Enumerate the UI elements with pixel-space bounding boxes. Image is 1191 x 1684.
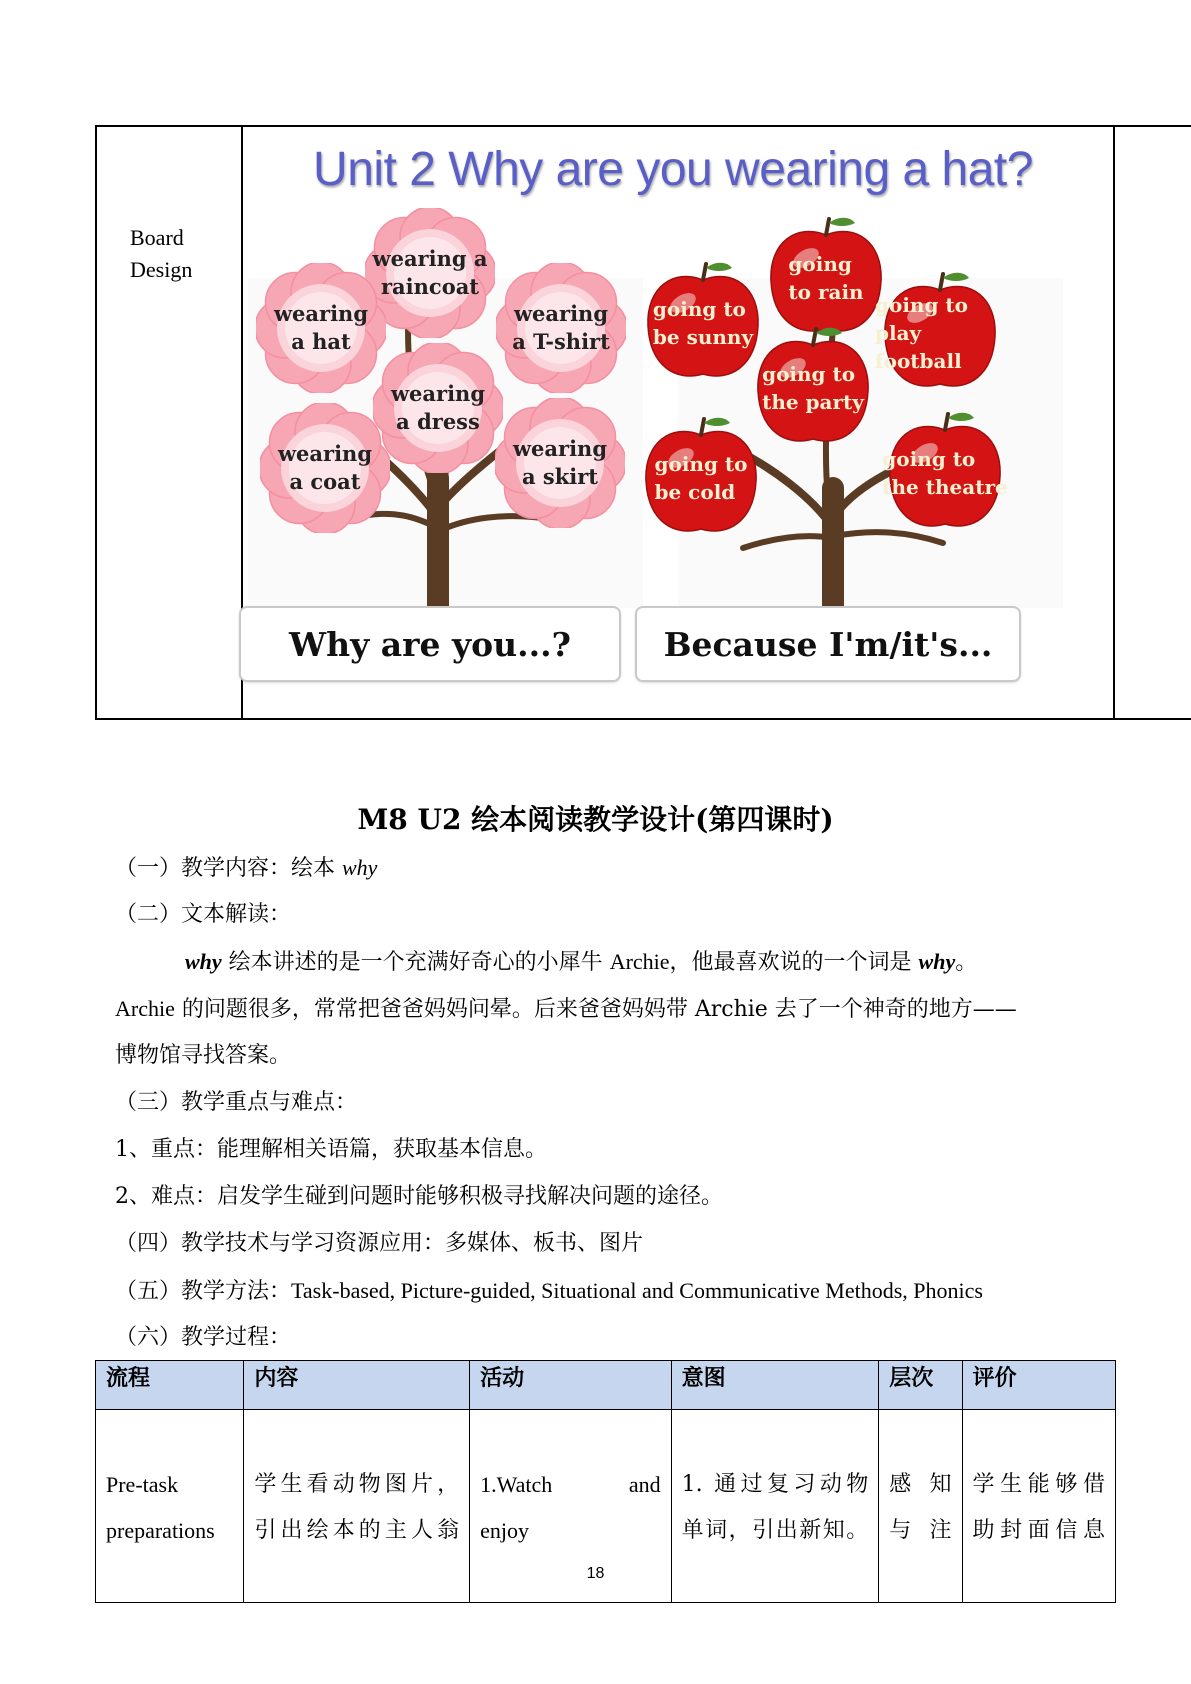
content-line2: 引出绘本的主人翁 <box>254 1518 460 1543</box>
header-content: 内容 <box>244 1361 470 1410</box>
flower-label-line1: wearing a <box>372 246 488 271</box>
question-pattern-box <box>239 606 621 682</box>
interpretation-line-3: 博物馆寻找答案。 <box>115 1043 292 1068</box>
section-5-prefix: （五）教学方法： <box>115 1279 292 1304</box>
apple-label-line1: going to <box>762 362 856 386</box>
flower-label-line1: wearing <box>277 441 373 466</box>
flower-item <box>496 263 626 393</box>
header-level: 层次 <box>879 1361 962 1410</box>
board-label-line2: Design <box>130 257 193 282</box>
board-label-line1: Board <box>130 225 184 250</box>
text-b: ，他最喜欢说的一个词是 <box>669 950 919 975</box>
activity-word1: 1.Watch <box>480 1472 553 1497</box>
flower-item <box>260 403 390 533</box>
level-line1: 感 知 <box>889 1472 952 1497</box>
apple-label <box>748 323 878 453</box>
flower-label <box>495 398 625 528</box>
flower-label <box>256 263 386 393</box>
text-c: 。 <box>955 950 978 975</box>
apple-item <box>880 408 1010 538</box>
apple-item <box>875 268 1005 398</box>
apple-label-line1: going to <box>882 447 976 471</box>
section-4-content: （四）教学技术与学习资源应用：多媒体、板书、图片 <box>115 1231 644 1256</box>
apple-item <box>636 413 766 543</box>
flower-label-line1: wearing <box>513 301 609 326</box>
character-name-2: Archie <box>115 996 175 1021</box>
flower-label-line2: a coat <box>289 469 361 494</box>
flower-label <box>260 403 390 533</box>
flower-item <box>373 343 503 473</box>
activity-line1 <box>480 1462 661 1508</box>
intent-line2: 单词，引出新知。 <box>681 1518 869 1543</box>
board-design-label <box>130 222 192 286</box>
stage-line2: preparations <box>106 1518 215 1543</box>
flower-item <box>495 398 625 528</box>
flower-label-line2: a dress <box>396 409 480 434</box>
section-6-heading: （六）教学过程： <box>115 1325 292 1350</box>
apple-label-line2: be cold <box>654 480 736 504</box>
flower-label-line2: raincoat <box>380 274 480 299</box>
question-pattern-text: Why are you...? <box>289 624 571 664</box>
flower-item <box>256 263 386 393</box>
apple-label-line1: going to <box>654 452 748 476</box>
flower-label-line1: wearing <box>390 381 486 406</box>
key-point: 1、重点：能理解相关语篇，获取基本信息。 <box>115 1137 547 1162</box>
apple-label-line2: the theatre <box>882 475 1008 499</box>
board-design-picture <box>243 128 1113 716</box>
table-header-row <box>96 1361 1116 1410</box>
flower-label-line2: a hat <box>291 329 351 354</box>
section-1-prefix: （一）教学内容：绘本 <box>115 856 342 881</box>
section-1-content <box>115 853 377 884</box>
apple-label-line1: going <box>788 252 852 276</box>
stage-line1: Pre-task <box>106 1472 179 1497</box>
header-stage: 流程 <box>96 1361 244 1410</box>
header-activity: 活动 <box>470 1361 672 1410</box>
level-line2: 与 注 <box>889 1518 952 1543</box>
interpretation-line-1 <box>185 947 977 978</box>
flower-label-line1: wearing <box>273 301 369 326</box>
activity-word2: and <box>628 1472 661 1497</box>
picture-title: Unit 2 Why are you wearing a hat? <box>313 143 1033 196</box>
answer-pattern-text: Because I'm/it's... <box>663 624 993 664</box>
text-d: 的问题很多，常常把爸爸妈妈问晕。后来爸爸妈妈带 Archie 去了一个神奇的地方—— <box>174 997 1017 1022</box>
teaching-methods: Task-based, Picture-guided, Situational and Communicative Methods, Phonics <box>291 1278 983 1303</box>
apple-label-line2: be sunny <box>652 325 754 349</box>
apple-label-line2: the party <box>762 390 864 414</box>
evaluation-line1: 学生能够借 <box>972 1472 1105 1497</box>
character-name: Archie <box>609 949 670 974</box>
apple-item <box>748 323 878 453</box>
answer-pattern-box <box>635 606 1021 682</box>
activity-line2: enjoy <box>480 1518 529 1543</box>
header-evaluation: 评价 <box>962 1361 1116 1410</box>
book-name: why <box>185 949 222 974</box>
document-title: M8 U2 绘本阅读教学设计(第四课时) <box>357 803 834 836</box>
difficult-point: 2、难点：启发学生碰到问题时能够积极寻找解决问题的途径。 <box>115 1184 723 1209</box>
flower-label-line2: a skirt <box>521 464 599 489</box>
apple-label-line2: to rain <box>788 280 864 304</box>
flower-label-line2: a T-shirt <box>512 329 610 354</box>
flower-label <box>496 263 626 393</box>
apple-label-line2: play football <box>875 321 962 373</box>
interpretation-line-2 <box>115 994 1017 1025</box>
section-2-heading: （二）文本解读： <box>115 902 292 927</box>
flower-label <box>373 343 503 473</box>
page-number: 18 <box>586 1565 605 1582</box>
section-3-heading: （三）教学重点与难点： <box>115 1090 358 1115</box>
section-5-content <box>115 1276 983 1307</box>
apple-label <box>636 413 766 543</box>
favorite-word: why <box>918 949 956 974</box>
apple-label <box>880 408 1010 538</box>
header-intent: 意图 <box>671 1361 879 1410</box>
apple-label <box>875 268 1005 398</box>
apple-label-line1: going to <box>652 297 746 321</box>
text-a: 绘本讲述的是一个充满好奇心的小犀牛 <box>221 950 610 975</box>
evaluation-line2: 助封面信息 <box>972 1518 1105 1543</box>
apple-label-line1: going to <box>875 293 968 317</box>
flower-label-line1: wearing <box>512 436 608 461</box>
intent-line1: 1. 通过复习动物 <box>681 1472 869 1497</box>
section-1-book: why <box>342 855 378 880</box>
content-line1: 学生看动物图片， <box>254 1472 460 1497</box>
